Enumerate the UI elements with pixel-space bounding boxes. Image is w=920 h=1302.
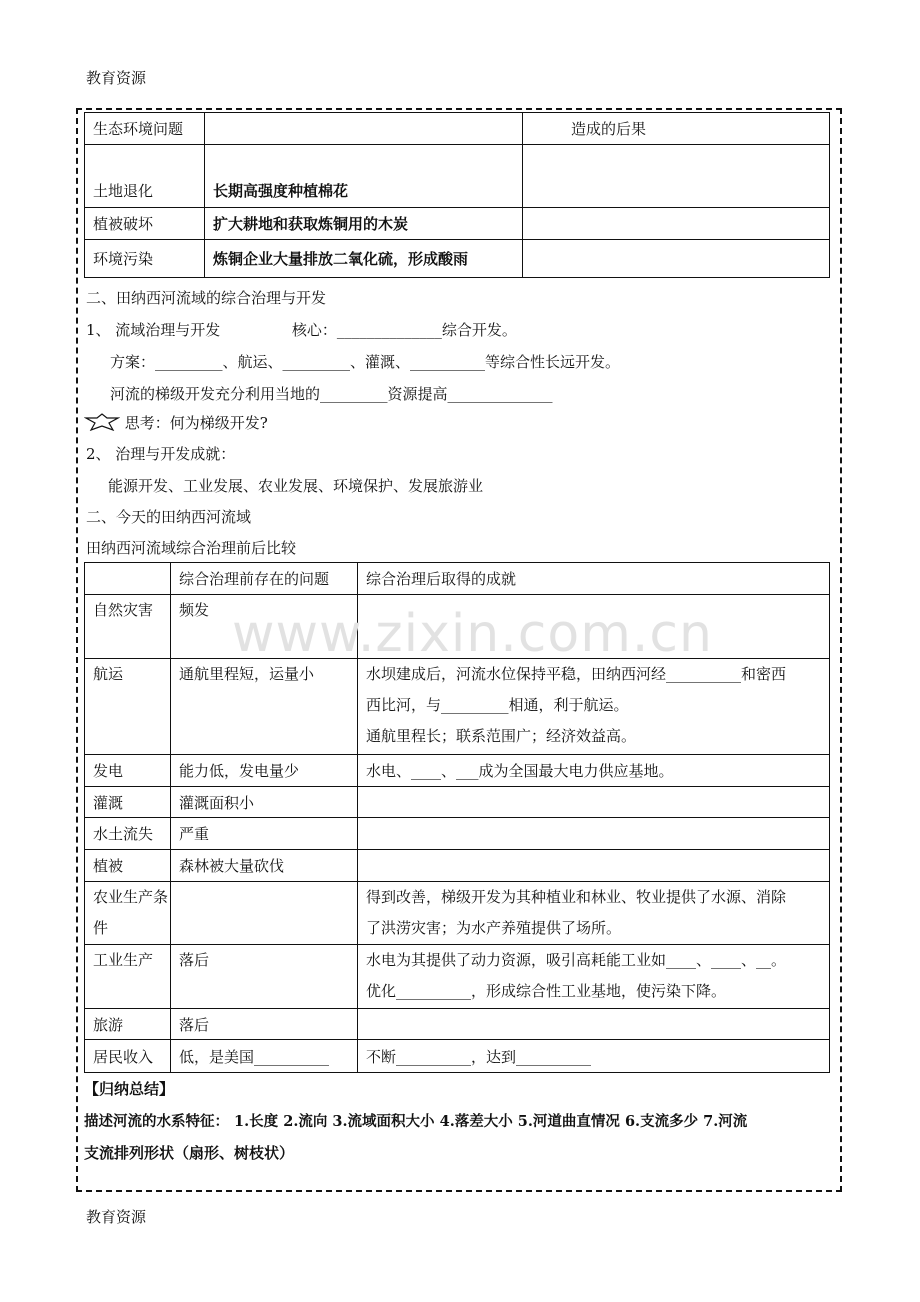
table2-after-line: 优化__________，形成综合性工业基地，使污染下降。 [366, 982, 727, 1000]
summary-title: 【归纳总结】 [84, 1080, 175, 1098]
table2-row-after [358, 659, 830, 755]
summary-line1: 描述河流的水系特征： 1.长度 2.流向 3.流域面积大小 4.落差大小 5.河道曲直情况 6.支流多少 7.河流 [84, 1113, 748, 1130]
table2-row-item: 发电 [85, 755, 171, 787]
table1-row-problem: 植被破坏 [85, 208, 205, 240]
table2-header-before: 综合治理前存在的问题 [171, 563, 358, 595]
table1-row-problem: 环境污染 [85, 240, 205, 278]
think-line [84, 412, 268, 433]
table1-row-cause: 扩大耕地和获取炼铜用的木炭 [205, 208, 523, 240]
table2-row-item: 自然灾害 [85, 595, 171, 659]
section2-cascade: 河流的梯级开发充分利用当地的_________资源提高______________ [110, 385, 553, 403]
table2-row-after [358, 882, 830, 945]
table2-row-before: 落后 [171, 1009, 358, 1040]
table2-row-item: 灌溉 [85, 787, 171, 818]
table2-row-item: 旅游 [85, 1009, 171, 1040]
table2-row-before: 落后 [171, 945, 358, 1009]
table2-after-line: 水坝建成后，河流水位保持平稳，田纳西河经__________和密西 [366, 665, 787, 683]
table2-row-before: 频发 [171, 595, 358, 659]
table1-header-result: 造成的后果 [523, 113, 830, 145]
table2-after-line: 西比河，与_________相通，利于航运。 [366, 696, 629, 714]
table2-row-after [358, 595, 830, 659]
page-header-label: 教育资源 [86, 69, 147, 87]
eco-problems-table [84, 112, 830, 278]
table2-row-item: 水土流失 [85, 818, 171, 850]
table2-row-after [358, 818, 830, 850]
table1-header-cause [205, 113, 523, 145]
table2-row-before: 能力低，发电量少 [171, 755, 358, 787]
table2-row-before [171, 882, 358, 945]
table2-row-before: 严重 [171, 818, 358, 850]
table2-row-item: 居民收入 [85, 1040, 171, 1073]
table2-after-line: 了洪涝灾害；为水产养殖提供了场所。 [366, 919, 622, 937]
table2-row-after: 不断__________，达到__________ [358, 1040, 830, 1073]
table2-after-line: 通航里程长；联系范围广；经济效益高。 [366, 727, 637, 745]
summary-line2: 支流排列形状（扇形、树枝状） [84, 1144, 295, 1162]
table2-row-before: 森林被大量砍伐 [171, 850, 358, 882]
table2-row-before: 灌溉面积小 [171, 787, 358, 818]
section2-title: 二、田纳西河流域的综合治理与开发 [86, 289, 327, 307]
section3-title: 二、今天的田纳西河流域 [86, 508, 252, 526]
table1-row-result [523, 240, 830, 278]
star-icon [84, 413, 120, 431]
section2-item2: 2、 治理与开发成就： [86, 445, 236, 463]
watermark: www.zixin.com.cn [232, 604, 713, 664]
table1-row-cause: 长期高强度种植棉花 [205, 145, 523, 208]
section2-plan: 方案：_________、航运、_________、灌溉、__________等综合性长远开发。 [110, 353, 621, 371]
section2-item1: 1、 流域治理与开发 核心：______________综合开发。 [86, 321, 517, 339]
table2-after-line: 得到改善，梯级开发为其种植业和林业、牧业提供了水源、消除 [366, 888, 787, 906]
page-footer-label: 教育资源 [86, 1208, 147, 1226]
table1-row-result [523, 145, 830, 208]
table2-header-after: 综合治理后取得的成就 [358, 563, 830, 595]
comparison-table [84, 562, 830, 1073]
table1-header-problem: 生态环境问题 [85, 113, 205, 145]
table2-after-line: 水电为其提供了动力资源，吸引高耗能工业如____、____、__。 [366, 951, 787, 969]
table2-row-after [358, 850, 830, 882]
table2-row-after [358, 787, 830, 818]
table2-row-item: 工业生产 [85, 945, 171, 1009]
table2-row-item: 航运 [85, 659, 171, 755]
table2-header-item [85, 563, 171, 595]
section2-achievements: 能源开发、工业发展、农业发展、环境保护、发展旅游业 [108, 477, 484, 495]
table2-row-before: 通航里程短，运量小 [171, 659, 358, 755]
table1-row-cause: 炼铜企业大量排放二氧化硫，形成酸雨 [205, 240, 523, 278]
table2-row-before: 低，是美国__________ [171, 1040, 358, 1073]
table2-row-after [358, 1009, 830, 1040]
table2-row-after [358, 945, 830, 1009]
table2-row-item: 农业生产条件 [85, 882, 171, 945]
table2-row-item: 植被 [85, 850, 171, 882]
table1-row-problem: 土地退化 [85, 145, 205, 208]
compare-title: 田纳西河流域综合治理前后比较 [86, 539, 297, 557]
think-text: 思考：何为梯级开发? [124, 414, 268, 432]
table1-row-result [523, 208, 830, 240]
table2-row-after: 水电、____、___成为全国最大电力供应基地。 [358, 755, 830, 787]
